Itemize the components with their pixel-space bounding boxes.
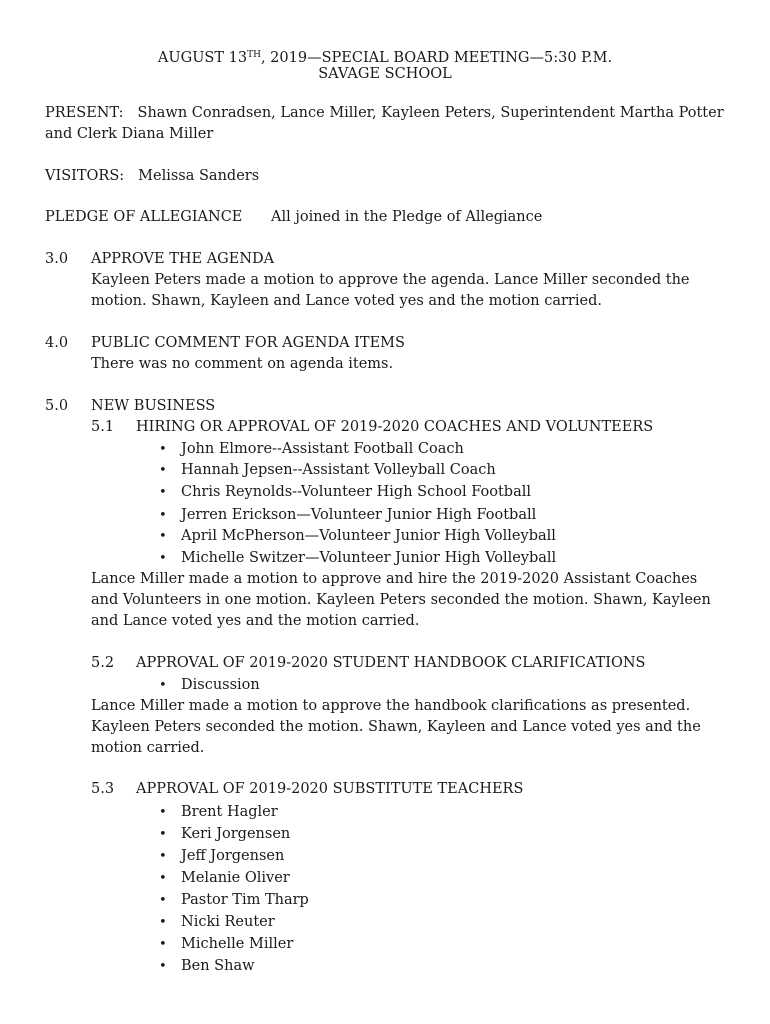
bullet-icon: •	[159, 893, 167, 908]
list-item: Michelle Miller	[181, 936, 294, 952]
subsection-5-2-text-line-3: motion carried.	[91, 740, 205, 756]
pledge-text: All joined in the Pledge of Allegiance	[271, 209, 543, 225]
bullet-icon: •	[159, 508, 167, 523]
bullet-icon: •	[159, 678, 167, 693]
title-meeting: , 2019—SPECIAL BOARD MEETING—5:30 P.M.	[260, 50, 613, 66]
bullet-icon: •	[159, 915, 167, 930]
list-item: Michelle Switzer—Volunteer Junior High Volleyball	[181, 550, 557, 566]
section-5-number: 5.0	[45, 398, 69, 414]
bullet-icon: •	[159, 485, 167, 500]
subsection-5-1-text-line-1: Lance Miller made a motion to approve and hire the 2019-2020 Assistant Coaches	[91, 571, 698, 587]
list-item: Jerren Erickson—Volunteer Junior High Football	[181, 507, 537, 523]
list-item: Melanie Oliver	[181, 870, 290, 886]
school-name: SAVAGE SCHOOL	[318, 66, 452, 82]
subsection-5-3-heading: APPROVAL OF 2019-2020 SUBSTITUTE TEACHERS	[136, 781, 524, 797]
title-date-suffix: TH	[247, 50, 261, 60]
visitors-line	[45, 166, 259, 187]
subsection-5-3-number: 5.3	[91, 781, 115, 797]
bullet-icon: •	[159, 871, 167, 886]
section-3-number: 3.0	[45, 251, 69, 267]
subsection-5-2-number: 5.2	[91, 655, 115, 671]
list-item: Jeff Jorgensen	[181, 848, 285, 864]
list-item: Nicki Reuter	[181, 914, 275, 930]
section-4-heading: PUBLIC COMMENT FOR AGENDA ITEMS	[91, 335, 405, 351]
subsection-5-2-heading: APPROVAL OF 2019-2020 STUDENT HANDBOOK CLARIFICATIONS	[136, 655, 646, 671]
section-3-text-line-2: motion. Shawn, Kayleen and Lance voted yes and the motion carried.	[91, 293, 602, 309]
section-4-number: 4.0	[45, 335, 69, 351]
title-date: AUGUST 13	[157, 50, 248, 66]
subsection-5-1-number: 5.1	[91, 419, 115, 435]
section-4-text: There was no comment on agenda items.	[91, 356, 394, 372]
subsection-5-1-text-line-3: and Lance voted yes and the motion carried.	[91, 613, 420, 629]
section-3-text-line-1: Kayleen Peters made a motion to approve the agenda. Lance Miller seconded the	[91, 272, 690, 288]
present-label: PRESENT:	[45, 105, 124, 121]
bullet-icon: •	[159, 937, 167, 952]
list-item: Chris Reynolds--Volunteer High School Football	[181, 484, 531, 500]
subsection-5-2-text-line-1: Lance Miller made a motion to approve the handbook clarifications as presented.	[91, 698, 691, 714]
subsection-5-1-text-line-2: and Volunteers in one motion. Kayleen Peters seconded the motion. Shawn, Kayleen	[91, 592, 711, 608]
section-5-heading: NEW BUSINESS	[91, 398, 216, 414]
list-item: Discussion	[181, 677, 260, 693]
list-item: Keri Jorgensen	[181, 826, 291, 842]
present-names: Shawn Conradsen, Lance Miller, Kayleen Peters, Superintendent Martha Potter	[137, 105, 724, 121]
bullet-icon: •	[159, 827, 167, 842]
section-3-heading: APPROVE THE AGENDA	[91, 251, 275, 267]
bullet-icon: •	[159, 959, 167, 974]
visitors-names: Melissa Sanders	[138, 168, 260, 184]
list-item: John Elmore--Assistant Football Coach	[181, 441, 464, 457]
list-item: Pastor Tim Tharp	[181, 892, 309, 908]
subsection-5-1-heading: HIRING OR APPROVAL OF 2019-2020 COACHES AND VOLUNTEERS	[136, 419, 654, 435]
present-names-cont: and Clerk Diana Miller	[45, 126, 214, 142]
list-item: April McPherson—Volunteer Junior High Volleyball	[181, 528, 556, 544]
visitors-label: VISITORS:	[45, 168, 125, 184]
bullet-icon: •	[159, 442, 167, 457]
list-item: Ben Shaw	[181, 958, 255, 974]
list-item: Hannah Jepsen--Assistant Volleyball Coach	[181, 462, 496, 478]
bullet-icon: •	[159, 463, 167, 478]
list-item: Brent Hagler	[181, 804, 278, 820]
subsection-5-2-text-line-2: Kayleen Peters seconded the motion. Shawn, Kayleen and Lance voted yes and the	[91, 719, 701, 735]
bullet-icon: •	[159, 529, 167, 544]
present-line	[45, 103, 724, 124]
bullet-icon: •	[159, 551, 167, 566]
bullet-icon: •	[159, 849, 167, 864]
bullet-icon: •	[159, 805, 167, 820]
pledge-label: PLEDGE OF ALLEGIANCE	[45, 209, 243, 225]
